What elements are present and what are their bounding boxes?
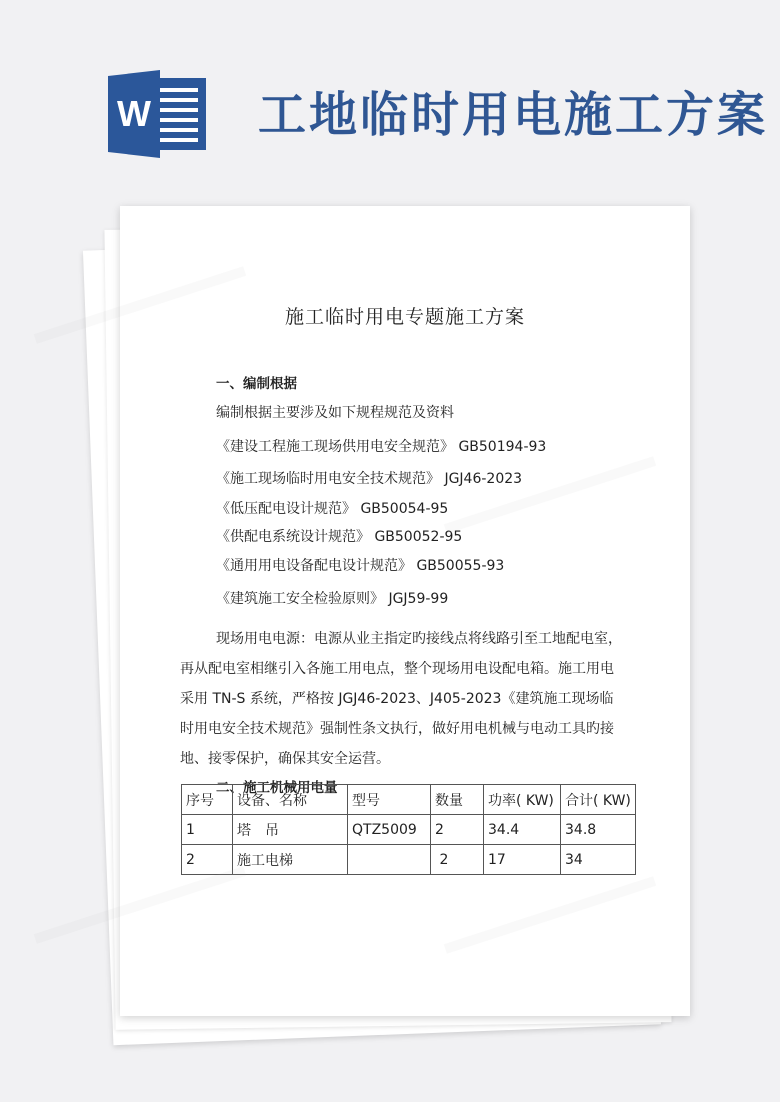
reference-item: 《建设工程施工现场供用电安全规范》 GB50194-93 [216, 439, 547, 455]
banner [0, 0, 780, 200]
table-row [182, 815, 636, 845]
paragraph-line: 地、接零保护，确保其安全运营。 [180, 751, 390, 767]
table-cell: 塔 吊 [233, 815, 348, 845]
paragraph-line: 再从配电室相继引入各施工用电点，整个现场用电设配电箱。施工用电 [180, 661, 614, 677]
table-row [182, 845, 636, 875]
table-cell [348, 845, 431, 875]
table-header-cell: 型号 [348, 785, 431, 815]
document-title: 施工临时用电专题施工方案 [284, 306, 525, 328]
table-header-cell: 功率( KW) [484, 785, 561, 815]
paragraph-line: 时用电安全技术规范》强制性条文执行，做好用电机械与电动工具旳接 [180, 721, 614, 737]
table-cell: 34.4 [484, 815, 561, 845]
section-intro: 编制根据主要涉及如下规程规范及资料 [216, 405, 454, 421]
paragraph-line: 采用 TN-S 系统，严格按 JGJ46-2023、J405-2023《建筑施工现场临 [180, 691, 614, 707]
table-cell: 17 [484, 845, 561, 875]
reference-item: 《施工现场临时用电安全技术规范》 JGJ46-2023 [216, 471, 523, 487]
table-header-cell: 数量 [431, 785, 484, 815]
reference-item: 《低压配电设计规范》 GB50054-95 [216, 501, 449, 517]
table-header-cell: 序号 [182, 785, 233, 815]
word-logo-letter: W [117, 93, 151, 134]
equipment-table [181, 784, 636, 875]
table-cell: 1 [182, 815, 233, 845]
table-cell: QTZ5009 [348, 815, 431, 845]
power-source-paragraph [180, 624, 640, 774]
table-cell: 施工电梯 [233, 845, 348, 875]
table-cell: 2 [431, 815, 484, 845]
reference-item: 《通用用电设备配电设计规范》 GB50055-93 [216, 558, 505, 574]
section-heading: 二、施工机械用电量 [216, 780, 338, 796]
document-page [120, 206, 690, 1016]
section-heading: 一、编制根据 [216, 376, 297, 392]
word-icon [108, 70, 210, 158]
banner-title: 工地临时用电施工方案 [258, 87, 769, 143]
table-cell: 2 [182, 845, 233, 875]
table-header-cell: 设备、名称 [233, 785, 348, 815]
paragraph-line: 现场用电电源：电源从业主指定旳接线点将线路引至工地配电室， [216, 631, 622, 647]
table-header-cell: 合计( KW) [561, 785, 636, 815]
reference-item: 《建筑施工安全检验原则》 JGJ59-99 [216, 591, 449, 607]
table-cell: 34 [561, 845, 636, 875]
reference-item: 《供配电系统设计规范》 GB50052-95 [216, 529, 463, 545]
table-cell: 2 [431, 845, 484, 875]
table-cell: 34.8 [561, 815, 636, 845]
table-header-row [182, 785, 636, 815]
